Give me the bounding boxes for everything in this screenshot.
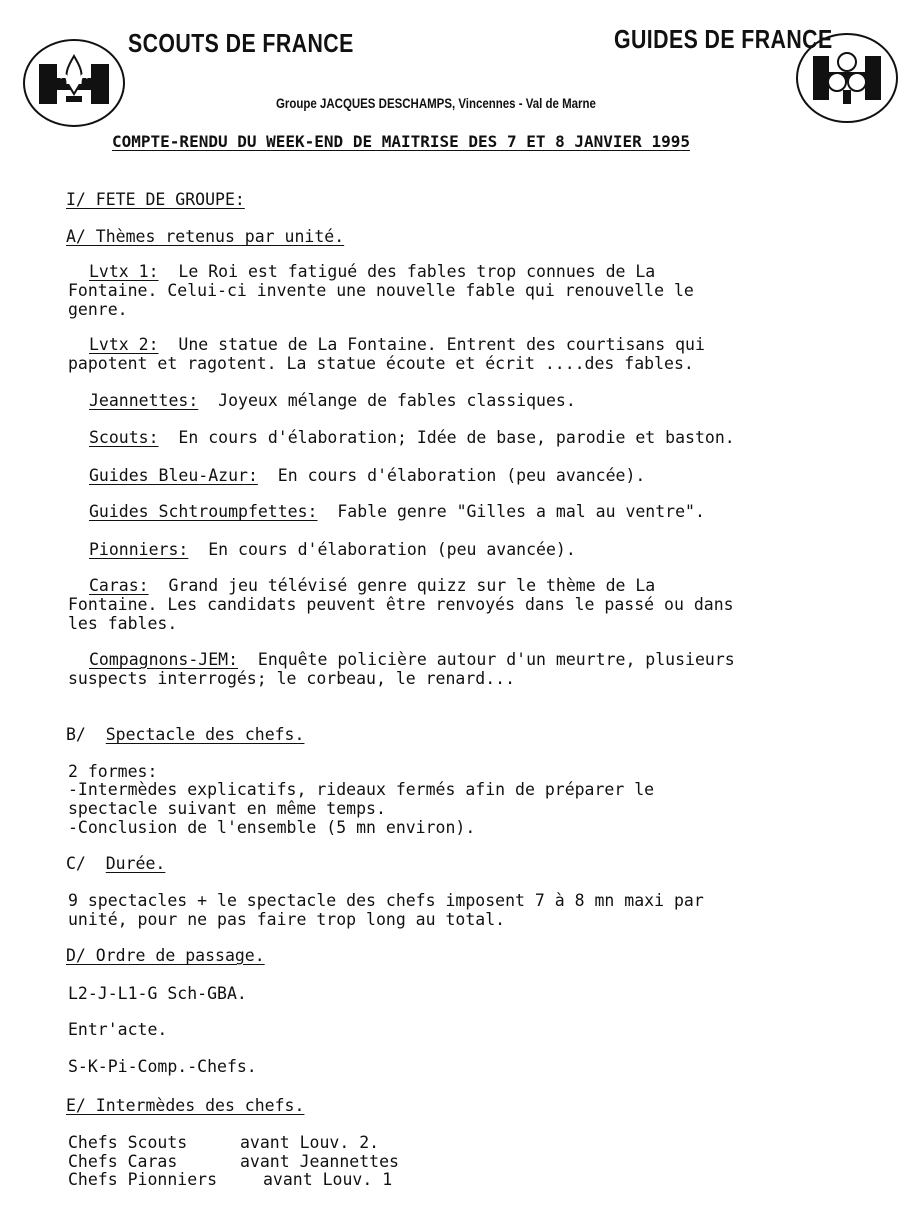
c-line: unité, pour ne pas faire trop long au total.: [68, 910, 506, 929]
unit-label: Caras:: [89, 576, 149, 595]
unit-lvtx1-cont: Fontaine. Celui-ci invente une nouvelle fable qui renouvelle le: [68, 281, 694, 300]
unit-scouts: [89, 429, 735, 448]
unit-label: Compagnons-JEM:: [89, 650, 239, 669]
unit-label: Guides Bleu-Azur:: [89, 466, 258, 485]
unit-pionniers: [89, 541, 576, 560]
unit-text: Une statue de La Fontaine. Entrent des courtisans qui: [178, 335, 705, 354]
unit-caras-cont: Fontaine. Les candidats peuvent être renvoyés dans le passé ou dans: [68, 595, 734, 614]
unit-text: Fable genre "Gilles a mal au ventre".: [337, 502, 705, 521]
unit-lvtx1: [89, 263, 655, 282]
unit-text: Le Roi est fatigué des fables trop connues de La: [178, 262, 656, 281]
b-line: -Intermèdes explicatifs, rideaux fermés afin de préparer le: [68, 780, 655, 799]
subsection-c-heading: C/ Durée.: [66, 854, 166, 873]
b-line: 2 formes:: [68, 762, 158, 781]
scouts-de-france-logo: [22, 38, 126, 128]
unit-label: Scouts:: [89, 428, 159, 447]
unit-compagnons-cont: suspects interrogés; le corbeau, le renard...: [68, 669, 516, 688]
c-line: 9 spectacles + le spectacle des chefs imposent 7 à 8 mn maxi par: [68, 891, 704, 910]
b-line: -Conclusion de l'ensemble (5 mn environ).: [68, 818, 476, 837]
subsection-b-heading: B/ Spectacle des chefs.: [66, 725, 305, 744]
e-row-when: avant Louv. 1: [263, 1170, 393, 1189]
unit-lvtx2-cont: papotent et ragotent. La statue écoute et écrit ....des fables.: [68, 354, 694, 373]
unit-caras-cont2: les fables.: [68, 614, 178, 633]
e-row-who: Chefs Caras: [68, 1152, 178, 1171]
subsection-e-heading: E/ Intermèdes des chefs.: [66, 1096, 305, 1115]
unit-guides-bleu-azur: [89, 467, 645, 486]
e-row-who: Chefs Pionniers: [68, 1170, 218, 1189]
unit-label: Jeannettes:: [89, 391, 199, 410]
unit-jeannettes: [89, 392, 576, 411]
unit-text: Grand jeu télévisé genre quizz sur le thème de La: [168, 576, 656, 595]
unit-caras: [89, 577, 655, 596]
right-org-name: GUIDES DE FRANCE: [614, 24, 833, 54]
e-row-who: Chefs Scouts: [68, 1133, 188, 1152]
unit-label: Lvtx 1:: [89, 262, 159, 281]
b-line: spectacle suivant en même temps.: [68, 799, 386, 818]
unit-lvtx1-cont2: genre.: [68, 300, 128, 319]
d-line: S-K-Pi-Comp.-Chefs.: [68, 1057, 257, 1076]
unit-guides-schtroumpfettes: [89, 503, 705, 522]
unit-label: Pionniers:: [89, 540, 189, 559]
unit-text: En cours d'élaboration (peu avancée).: [208, 540, 576, 559]
unit-text: En cours d'élaboration; Idée de base, parodie et baston.: [178, 428, 735, 447]
group-line: Groupe JACQUES DESCHAMPS, Vincennes - Val de Marne: [276, 96, 596, 111]
unit-label: Lvtx 2:: [89, 335, 159, 354]
unit-text: Enquête policière autour d'un meurtre, plusieurs: [257, 650, 735, 669]
d-line: Entr'acte.: [68, 1020, 168, 1039]
unit-label: Guides Schtroumpfettes:: [89, 502, 318, 521]
subsection-d-heading: D/ Ordre de passage.: [66, 946, 265, 965]
unit-text: Joyeux mélange de fables classiques.: [218, 391, 576, 410]
e-row-when: avant Louv. 2.: [240, 1133, 380, 1152]
section-heading: I/ FETE DE GROUPE:: [66, 190, 245, 209]
subsection-a-heading: A/ Thèmes retenus par unité.: [66, 227, 345, 246]
left-org-name: SCOUTS DE FRANCE: [128, 28, 354, 58]
unit-compagnons-jem: [89, 651, 735, 670]
unit-text: En cours d'élaboration (peu avancée).: [277, 466, 646, 485]
document-title: COMPTE-RENDU DU WEEK-END DE MAITRISE DES 7 ET 8 JANVIER 1995: [112, 132, 690, 151]
unit-lvtx2: [89, 336, 705, 355]
e-row-when: avant Jeannettes: [240, 1152, 399, 1171]
d-line: L2-J-L1-G Sch-GBA.: [68, 984, 247, 1003]
